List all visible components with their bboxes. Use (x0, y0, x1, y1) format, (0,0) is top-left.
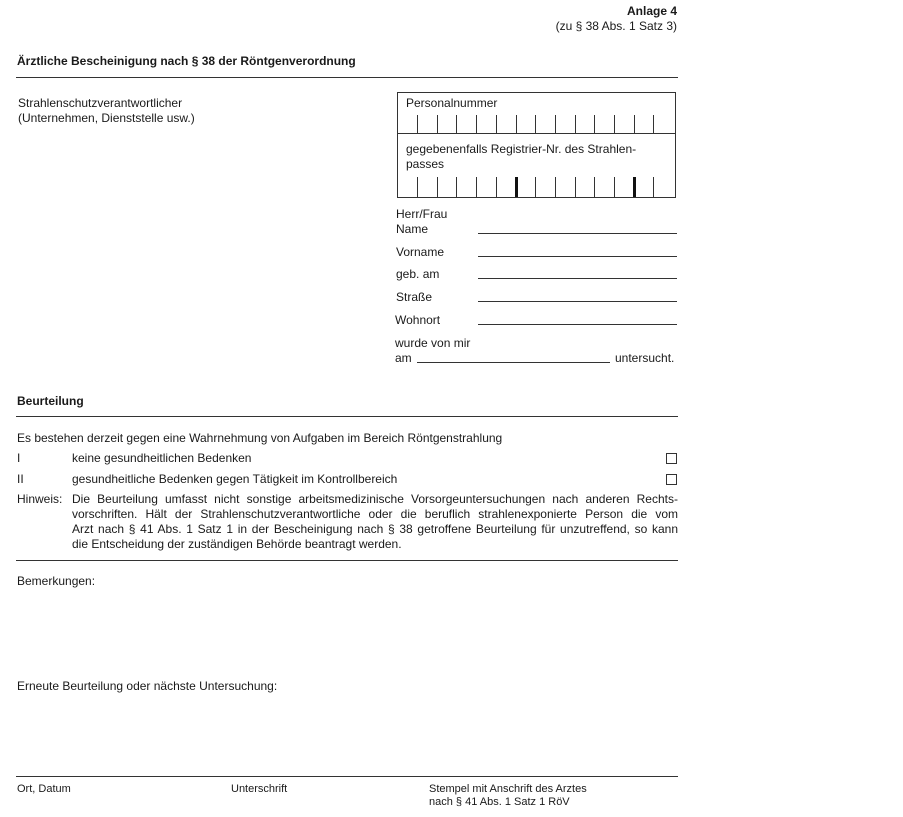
digit-separator (516, 115, 517, 133)
signature-divider (16, 776, 678, 777)
unterschrift-label: Unterschrift (231, 783, 288, 795)
personalnummer-field[interactable] (398, 115, 675, 133)
hinweis-line-4: die Entscheidung der zuständigen Behörde beantragt werden. (72, 537, 402, 551)
registrier-number-field[interactable] (398, 177, 675, 197)
digit-separator (456, 177, 457, 197)
digit-separator (437, 115, 438, 133)
digit-separator (417, 177, 418, 197)
digit-separator (476, 177, 477, 197)
wohnort-field[interactable] (478, 324, 677, 325)
stempel-sublabel: nach § 41 Abs. 1 Satz 1 RöV (429, 796, 570, 808)
option-ii-roman: II (17, 472, 24, 486)
erneute-beurteilung-label: Erneute Beurteilung oder nächste Untersuchung: (17, 679, 278, 693)
vorname-label: Vorname (396, 245, 445, 259)
option-ii-checkbox[interactable] (666, 474, 677, 485)
hinweis-line-3: Arzt nach § 41 Abs. 1 Satz 1 in der Bescheinigung nach § 38 getroffene Beurteilung für unzutreffend, so kann (72, 522, 678, 536)
digit-separator (417, 115, 418, 133)
birthdate-field[interactable] (478, 278, 677, 279)
untersuchung-date-field[interactable] (417, 362, 610, 363)
personalnummer-label: Personalnummer (406, 96, 498, 110)
id-box-divider (398, 133, 675, 134)
digit-separator (614, 177, 615, 197)
bemerkungen-label: Bemerkungen: (17, 574, 96, 588)
digit-separator (633, 177, 636, 197)
ort-datum-label: Ort, Datum (17, 783, 71, 795)
anlage-reference: (zu § 38 Abs. 1 Satz 3) (555, 19, 677, 33)
beurteilung-intro: Es bestehen derzeit gegen eine Wahrnehmung von Aufgaben im Bereich Röntgenstrahlung (17, 431, 503, 445)
digit-separator (614, 115, 615, 133)
geb-am-label: geb. am (396, 267, 440, 281)
employer-sublabel: (Unternehmen, Dienststelle usw.) (18, 111, 195, 125)
option-i-roman: I (17, 451, 21, 465)
beurteilung-heading: Beurteilung (17, 394, 84, 408)
digit-separator (555, 115, 556, 133)
am-label: am (395, 351, 412, 365)
digit-separator (575, 115, 576, 133)
digit-separator (575, 177, 576, 197)
digit-separator (535, 115, 536, 133)
registrier-label-cont: passes (406, 157, 445, 171)
bemerkungen-field[interactable] (16, 592, 678, 672)
hinweis-line-1: Die Beurteilung umfasst nicht sonstige arbeitsmedizinische Vorsorgeuntersuchungen nach anderen Rechts- (72, 492, 678, 506)
name-field[interactable] (478, 233, 677, 234)
vorname-field[interactable] (478, 256, 677, 257)
id-number-box (397, 92, 676, 198)
untersucht-label: untersucht. (615, 351, 675, 365)
erneute-beurteilung-field[interactable] (16, 697, 678, 767)
digit-separator (476, 115, 477, 133)
hinweis-line-2: vorschriften. Hält der Strahlenschutzverantwortliche oder die beruflich strahlenexponierte Person die vom (72, 507, 678, 521)
digit-separator (555, 177, 556, 197)
hinweis-divider (16, 560, 678, 561)
beurteilung-divider (16, 416, 678, 417)
digit-separator (437, 177, 438, 197)
digit-separator (456, 115, 457, 133)
digit-separator (653, 115, 654, 133)
wohnort-label: Wohnort (395, 313, 441, 327)
form-title: Ärztliche Bescheinigung nach § 38 der Röntgenverordnung (17, 54, 356, 68)
digit-separator (496, 177, 497, 197)
option-i-checkbox[interactable] (666, 453, 677, 464)
herr-frau-label: Herr/Frau (396, 207, 448, 221)
title-divider (16, 77, 678, 78)
registrier-label: gegebenenfalls Registrier-Nr. des Strahlen- (406, 142, 637, 156)
option-i-text: keine gesundheitlichen Bedenken (72, 451, 252, 465)
name-label: Name (396, 222, 429, 236)
option-ii-text: gesundheitliche Bedenken gegen Tätigkeit im Kontrollbereich (72, 472, 398, 486)
digit-separator (594, 115, 595, 133)
digit-separator (594, 177, 595, 197)
digit-separator (535, 177, 536, 197)
strasse-field[interactable] (478, 301, 677, 302)
hinweis-label: Hinweis: (17, 492, 63, 506)
strasse-label: Straße (396, 290, 433, 304)
digit-separator (634, 115, 635, 133)
stempel-label: Stempel mit Anschrift des Arztes (429, 783, 587, 795)
digit-separator (653, 177, 654, 197)
anlage-label: Anlage 4 (626, 4, 677, 18)
employer-label: Strahlenschutzverantwortlicher (18, 96, 183, 110)
digit-separator (496, 115, 497, 133)
wurde-von-mir-label: wurde von mir (395, 336, 471, 350)
digit-separator (515, 177, 518, 197)
